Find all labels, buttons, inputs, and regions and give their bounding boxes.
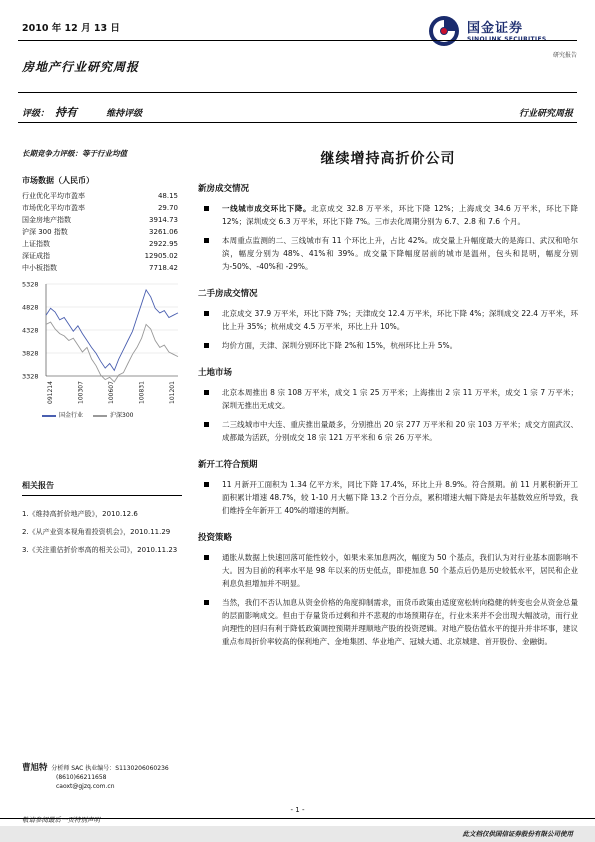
market-row [22, 226, 178, 238]
bullet-paragraph [198, 234, 578, 273]
bullet-text: 二三线城市中大连、重庆推出量最多，分别推出 20 宗 277 万平米和 20 宗 103 万平米；成交方面武汉、成都最为活跃，分别成交 18 宗 121 万平米和 6 宗 26 万平米。 [222, 420, 578, 442]
market-row [22, 202, 178, 214]
left-sidebar [22, 148, 178, 419]
market-label: 深证成指 [22, 252, 50, 260]
rating-value: 持有 [55, 106, 78, 119]
header-rule-1 [18, 40, 577, 41]
y-tick-label: 3328 [22, 372, 39, 381]
market-label: 上证指数 [22, 240, 50, 248]
bullet-text: 均价方面，天津、深圳分别环比下降 2%和 15%，杭州环比上升 5%。 [222, 341, 458, 350]
legend-label: 沪深300 [110, 412, 134, 419]
x-tick-label: 100831 [138, 381, 146, 404]
header-rule-2 [18, 92, 577, 93]
market-value: 3261.06 [149, 228, 178, 236]
author-block [22, 764, 202, 791]
bullet-text: 北京成交 37.9 万平米，环比下降 7%；天津成交 12.4 万平米，环比下降 4%；深圳成交 22.4 万平米，环比上升 35%；杭州成交 4.5 万平米，环比上升 10%。 [222, 309, 578, 331]
logo [427, 14, 577, 64]
chart-legend [22, 410, 178, 419]
market-row [22, 250, 178, 262]
section-heading: 新房成交情况 [198, 184, 250, 194]
section-heading: 二手房成交情况 [198, 289, 258, 299]
rating-row [22, 104, 148, 120]
market-row [22, 238, 178, 250]
report-series-title: 房地产行业研究周报 [22, 60, 140, 74]
market-value: 48.15 [157, 192, 178, 200]
x-tick-label: 091214 [47, 381, 54, 404]
footer-usage: 此文档仅供国信证券股份有限公司使用 [462, 830, 573, 838]
y-tick-label: 3828 [22, 349, 39, 358]
market-value: 3914.73 [149, 216, 178, 224]
market-data-heading: 市场数据（人民币） [22, 176, 94, 185]
bullet-text: 北京本周推出 8 宗 108 万平米，成交 1 宗 25 万平米；上海推出 2 宗 11 万平米，成交 1 宗 7 万平米；深圳无推出无成交。 [222, 388, 578, 410]
bullet-paragraph [198, 551, 578, 590]
rating-action: 维持评级 [106, 109, 143, 119]
bullet-paragraph [198, 339, 578, 352]
bullet-lead: 一线城市成交环比下降。 [222, 204, 312, 213]
bullet-text: 本周重点监测的二、三线城市有 11 个环比上升，占比 42%。成交量上升幅度最大的是海口、武汉和哈尔滨，幅度分别为 48%、41%和 39%。成交量下降幅度居前的城市是温州，包头和昆明，幅度分别为-50%、-40%和 -29%。 [222, 236, 578, 271]
long-term-rating: 长期竞争力评级：等于行业均值 [22, 149, 127, 158]
legend-item-hs300 [93, 410, 133, 419]
bullet-paragraph [198, 307, 578, 333]
market-row [22, 262, 178, 274]
market-value: 2922.95 [149, 240, 178, 248]
market-label: 中小板指数 [22, 264, 57, 272]
legend-label: 国金行业 [59, 412, 84, 419]
main-title: 继续增持高折价公司 [320, 151, 456, 167]
page-number: - 1 - [290, 806, 305, 814]
market-row [22, 190, 178, 202]
header-rule-3 [18, 122, 577, 123]
index-chart [22, 280, 182, 408]
footer-disclaimer: 敬请参阅最后一页特别声明 [22, 816, 100, 824]
market-data-table [22, 190, 178, 274]
x-tick-label: 100307 [77, 381, 85, 404]
y-tick-label: 5328 [22, 280, 39, 289]
section-heading: 新开工符合预期 [198, 460, 258, 470]
author-phone: (8610)66211658 [56, 774, 107, 781]
report-date: 2010 年 12 月 13 日 [22, 23, 120, 34]
main-content [198, 148, 578, 654]
logo-subtitle: 研究报告 [552, 52, 577, 59]
market-row [22, 214, 178, 226]
bullet-paragraph [198, 596, 578, 648]
related-rule [22, 495, 182, 496]
bullet-paragraph [198, 386, 578, 412]
market-label: 国金房地产指数 [22, 216, 71, 224]
index-line-chart [22, 280, 182, 408]
y-tick-label: 4328 [22, 326, 39, 335]
author-cert: 分析师 SAC 执业编号：S1130206060236 [51, 765, 169, 772]
related-heading: 相关报告 [22, 481, 54, 490]
x-tick-label: 100607 [108, 381, 115, 404]
related-report-item[interactable]: 3.《关注重估折价率高的相关公司》，2010.11.23 [22, 546, 178, 554]
report-type: 行业研究周报 [518, 109, 573, 119]
author-name: 曹旭特 [22, 763, 48, 773]
market-value: 12905.02 [144, 252, 178, 260]
x-tick-label: 101201 [169, 381, 176, 404]
sinolink-logo-icon [427, 14, 461, 48]
section-heading: 投资策略 [198, 533, 233, 543]
bullet-text: 11 月新开工面积为 1.34 亿平方米，同比下降 17.4%，环比上升 8.9%。符合预期。前 11 月累积新开工面积累计增速 48.7%，较 1-10 月大幅下降 13.2 个百分点，累积增速大幅下降是去年基数效应所导致，我们维持全年新开工 40%的增速的判断。 [222, 480, 578, 515]
market-value: 29.70 [157, 204, 178, 212]
market-label: 沪深 300 指数 [22, 228, 68, 236]
market-value: 7718.42 [149, 264, 178, 272]
bullet-paragraph [198, 418, 578, 444]
bullet-text: 当然，我们不否认加息从资金价格的角度抑制需求，而货币政策由适度宽松转向稳健的转变也会从资金总量的层面影响成交。但由于存量货币过剩和并不悲观的市场预期存在，行业未来并不会出现大幅波动，而行业向理性的回归有利于降低政策调控预期并理顺地产股的投资逻辑。对地产股估值水平的提升并非坏事，建议重点布局折价率较高的保利地产、金地集团、华业地产、冠城大通、北京城建、首开股份、金融街。 [222, 598, 578, 646]
market-label: 行业优化平均市盈率 [22, 192, 85, 200]
y-tick-label: 4828 [22, 303, 39, 312]
rating-label: 评级： [22, 109, 50, 119]
bullet-paragraph [198, 202, 578, 228]
related-list [22, 508, 182, 556]
logo-text-cn: 国金证券 [467, 21, 524, 36]
author-email: caoxt@gjzq.com.cn [56, 783, 115, 790]
bullet-text: 北京成交 32.8 万平米，环比下降 12%；上海成交 34.6 万平米，环比下降 12%；深圳成交 6.3 万平米，环比下降 7%。三市去化周期分别为 6.7、2.8 和 7.6 个月。 [222, 204, 578, 226]
related-reports [22, 480, 182, 562]
bullet-text: 通胀从数据上快速回落可能性较小，如果未来加息两次，幅度为 50 个基点，我们认为对行业基本面影响不大。因为目前的利率水平是 98 年以来的历史低点，即使加息 50 个基点后仍是历史较低水平，居民和企业利息负担增加并不明显。 [222, 553, 578, 588]
related-report-item[interactable]: 2.《从产业资本视角看投资机会》，2010.11.29 [22, 528, 171, 536]
series-line-1 [46, 322, 178, 382]
related-report-item[interactable]: 1.《维持高折价地产股》，2010.12.6 [22, 510, 138, 518]
section-heading: 土地市场 [198, 368, 233, 378]
market-label: 市场优化平均市盈率 [22, 204, 85, 212]
bullet-paragraph [198, 478, 578, 517]
legend-item-industry [42, 410, 83, 419]
